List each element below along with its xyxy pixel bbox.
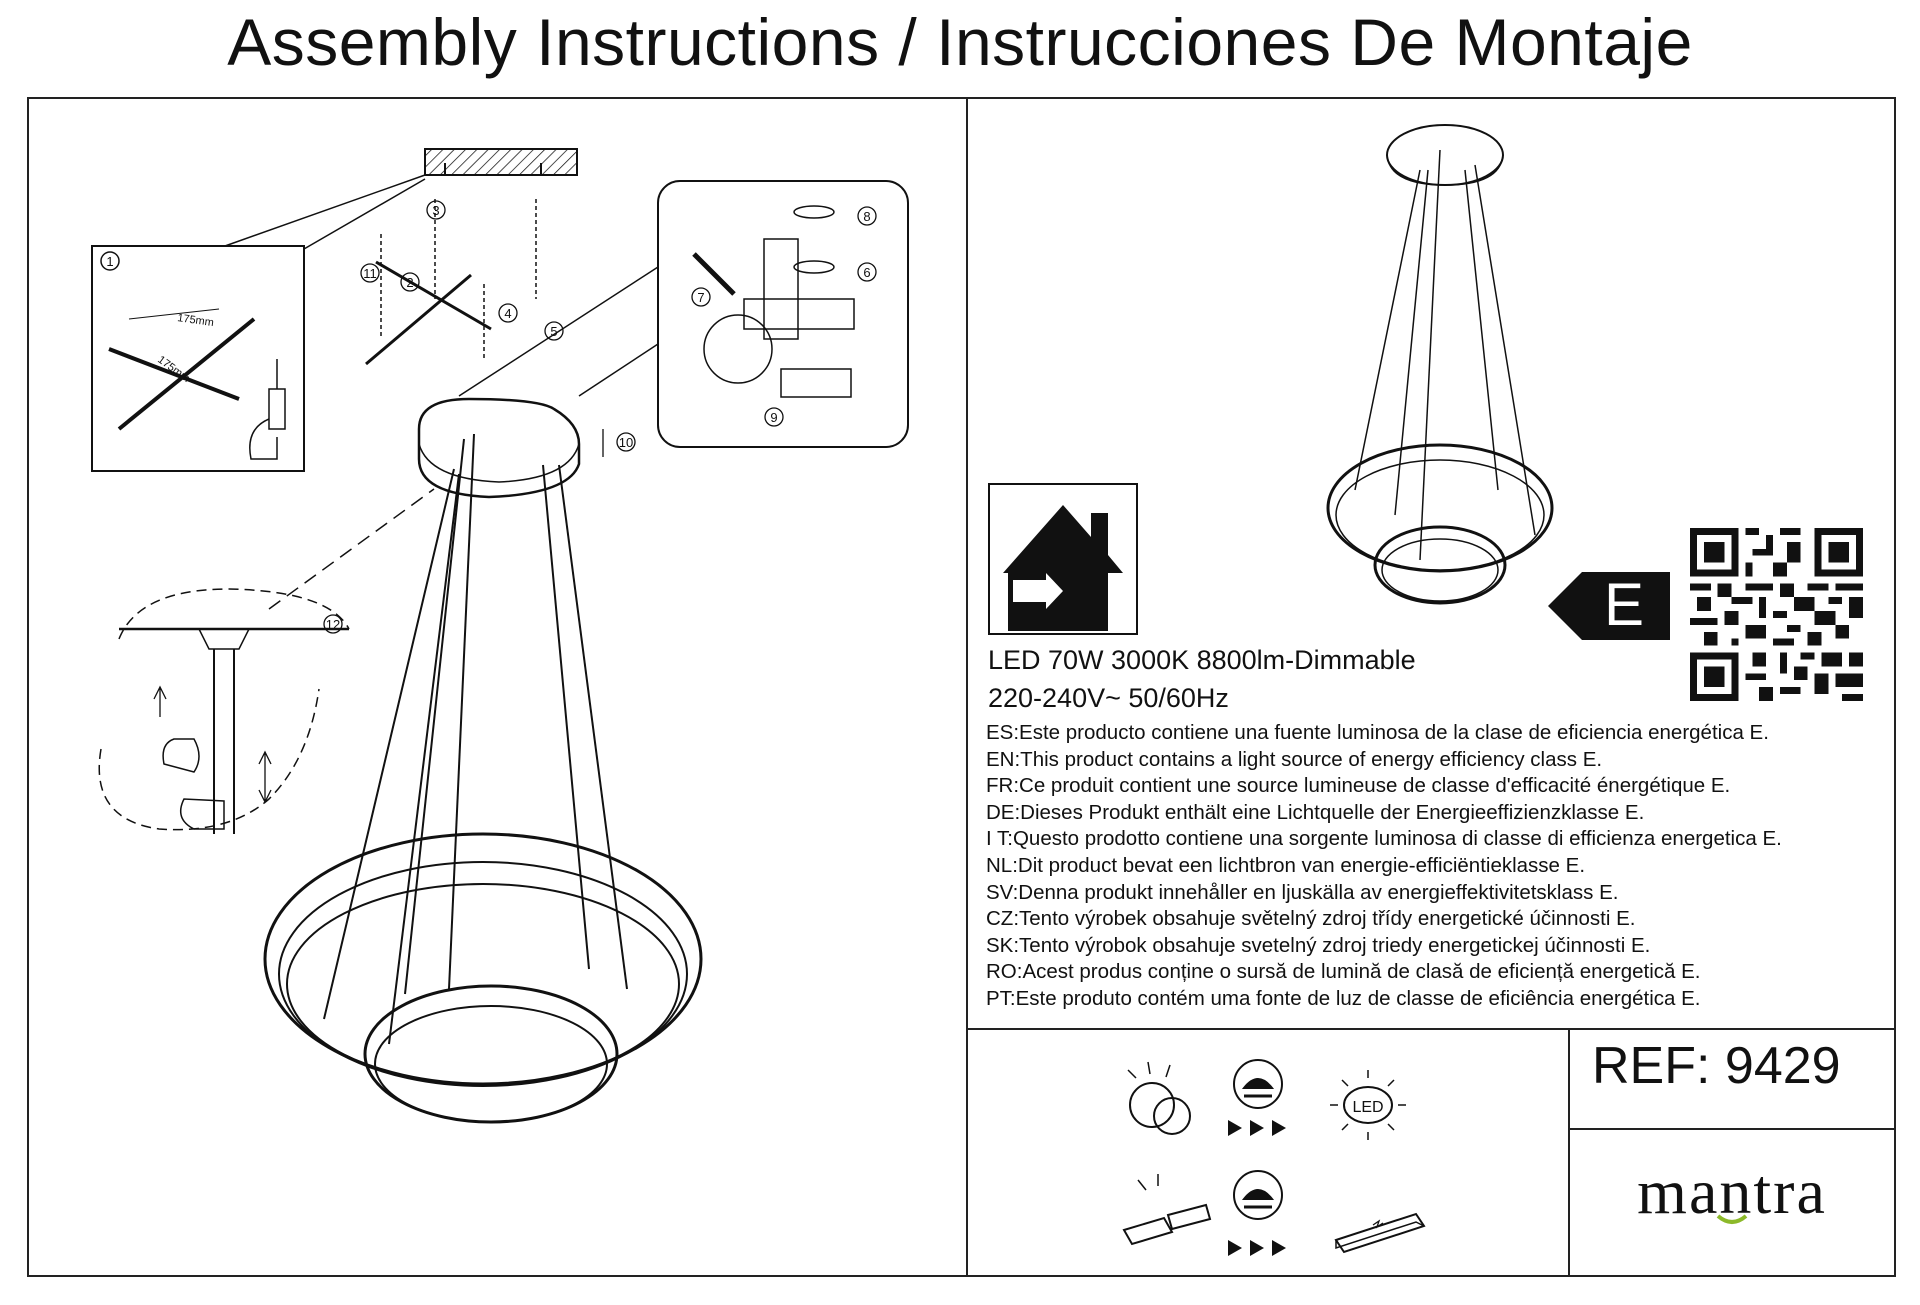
product-illustration <box>1300 115 1590 620</box>
arrow-icon <box>1228 1120 1286 1136</box>
step-label: 5 <box>550 324 558 339</box>
energy-statement: EN:This product contains a light source of energy efficiency class E. <box>986 747 1603 771</box>
brand-accent-mark <box>1582 1152 1882 1242</box>
brand-divider <box>1568 1128 1896 1130</box>
energy-statement: CZ:Tento výrobek obsahuje světelný zdroj třídy energetické účinnosti E. <box>986 907 1636 931</box>
technician-icon-2 <box>1234 1171 1282 1219</box>
brand-logo <box>1582 1152 1882 1242</box>
step-label: 1 <box>106 254 114 269</box>
energy-statement: RO:Acest produs conține o sursă de lumină de clasă de eficiență energetică E. <box>986 960 1701 984</box>
product-reference: REF: 9429 <box>1592 1037 1841 1095</box>
energy-statement: SV:Denna produkt innehåller en ljuskälla av energieffektivitetsklass E. <box>986 880 1619 904</box>
energy-statement: FR:Ce produit contient une source lumineuse de classe d'efficacité énergétique E. <box>986 774 1731 798</box>
spec-voltage: 220-240V~ 50/60Hz <box>988 683 1229 713</box>
column-divider <box>966 97 968 1277</box>
energy-statement: PT:Este produto contém uma fonte de luz de classe de eficiência energética E. <box>986 986 1701 1010</box>
indoor-use-icon <box>988 483 1138 635</box>
energy-statements <box>986 720 1866 1013</box>
step-label: 7 <box>697 290 705 305</box>
step-label: 6 <box>863 265 871 280</box>
step-label: 9 <box>770 410 778 425</box>
step-label: 11 <box>363 266 377 281</box>
step-label: 3 <box>432 203 440 218</box>
brand-name: mantra <box>1637 1156 1827 1227</box>
energy-class-label <box>1548 572 1670 640</box>
step-label: 12 <box>325 617 341 632</box>
dimension-label: 175mm <box>176 312 215 330</box>
step-label: 10 <box>618 435 634 450</box>
dimension-label: 175mm <box>155 353 192 385</box>
technician-icon <box>1234 1060 1282 1108</box>
step-label: 8 <box>863 209 871 224</box>
energy-statement: NL:Dit product bevat een lichtbron van energie-efficiëntieklasse E. <box>986 853 1586 877</box>
energy-statement: SK:Tento výrobok obsahuje svetelný zdroj triedy energetickej účinnosti E. <box>986 933 1651 957</box>
led-icon-text: LED <box>1352 1099 1384 1116</box>
assembly-drawing <box>29 99 965 1275</box>
spec-power: LED 70W 3000K 8800lm-Dimmable <box>988 645 1416 675</box>
step-label: 4 <box>504 306 512 321</box>
energy-statement: I T:Questo prodotto contiene una sorgente luminosa di classe di efficienza energetica E. <box>986 827 1782 851</box>
broken-led-icon <box>1128 1062 1190 1134</box>
qr-code[interactable] <box>1690 528 1863 701</box>
energy-statement: DE:Dieses Produkt enthält eine Lichtquelle der Energieeffizienzklasse E. <box>986 800 1645 824</box>
step-label: 2 <box>406 275 414 290</box>
driver-icon <box>1336 1214 1424 1252</box>
energy-statement: ES:Este producto contiene una fuente luminosa de la clase de eficiencia energética E. <box>986 721 1769 744</box>
page-title: Assembly Instructions / Instrucciones De Montaje <box>227 5 1693 79</box>
energy-class-letter: E <box>1604 571 1645 638</box>
footer-divider <box>966 1028 1896 1030</box>
ref-divider <box>1568 1028 1570 1277</box>
step-1-detail <box>92 175 425 471</box>
broken-driver-icon <box>1124 1174 1210 1244</box>
led-bulb-icon <box>1330 1070 1406 1140</box>
service-icons <box>1118 1050 1448 1265</box>
arrow-icon-2 <box>1228 1240 1286 1256</box>
